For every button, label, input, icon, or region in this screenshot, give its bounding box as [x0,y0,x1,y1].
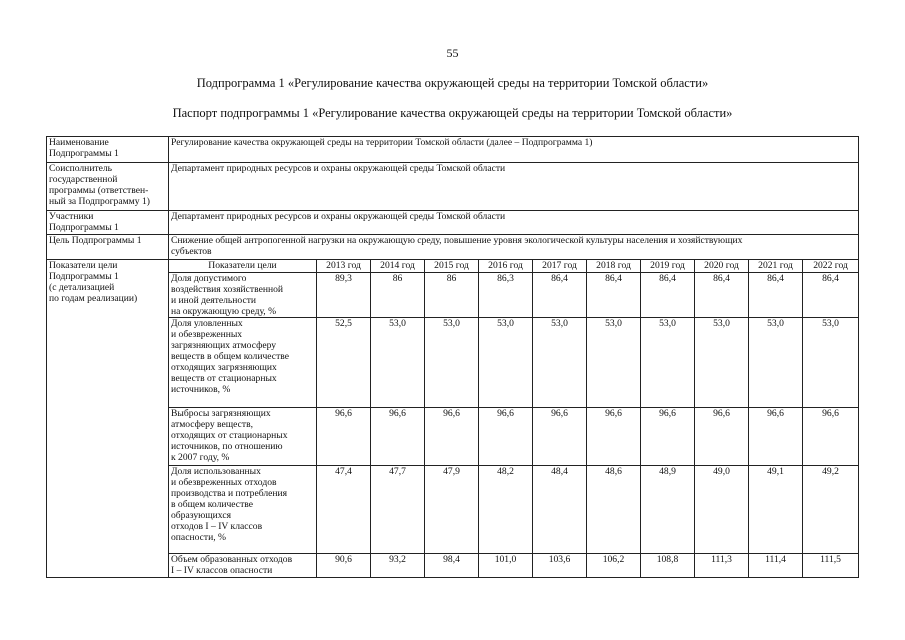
row-label: Наименование Подпрограммы 1 [47,137,169,163]
indicator-value: 48,6 [587,466,641,554]
indicator-value: 86,4 [803,273,859,318]
indicator-value: 47,9 [425,466,479,554]
indicator-value: 48,4 [533,466,587,554]
row-value: Департамент природных ресурсов и охраны окружающей среды Томской области [169,163,859,211]
indicator-value: 86,4 [587,273,641,318]
row-coexecutor [47,163,859,211]
indicator-value: 96,6 [425,408,479,466]
indicator-value: 49,2 [803,466,859,554]
indicator-row [47,318,859,408]
indicator-value: 96,6 [533,408,587,466]
indicator-value: 98,4 [425,554,479,578]
indicator-value: 96,6 [803,408,859,466]
indicators-header-label: Показатели цели [169,260,317,273]
indicator-name: Доля использованных и обезвреженных отходов производства и потребления в общем количестве образующихся отходов I – IV классов опасности, % [169,466,317,554]
year-header: 2019 год [641,260,695,273]
year-header: 2021 год [749,260,803,273]
year-header: 2022 год [803,260,859,273]
indicator-value: 96,6 [317,408,371,466]
indicator-value: 52,5 [317,318,371,408]
indicator-row [47,554,859,578]
row-name [47,137,859,163]
indicator-value: 96,6 [371,408,425,466]
row-value: Регулирование качества окружающей среды на территории Томской области (далее – Подпрограмма 1) [169,137,859,163]
row-label: Цель Подпрограммы 1 [47,235,169,260]
indicator-value: 53,0 [749,318,803,408]
row-participants [47,211,859,235]
indicator-value: 86,4 [695,273,749,318]
indicator-value: 53,0 [371,318,425,408]
passport-table [46,136,859,578]
indicator-row [47,273,859,318]
indicator-value: 48,9 [641,466,695,554]
row-label: Соисполнитель государственной программы (ответствен- ный за Подпрограмму 1) [47,163,169,211]
indicator-value: 53,0 [641,318,695,408]
indicator-value: 111,5 [803,554,859,578]
indicator-value: 53,0 [695,318,749,408]
indicator-value: 53,0 [425,318,479,408]
indicator-value: 47,4 [317,466,371,554]
indicator-row [47,466,859,554]
indicator-value: 86,3 [479,273,533,318]
subprogram-title: Подпрограмма 1 «Регулирование качества окружающей среды на территории Томской области» [196,76,709,90]
indicator-value: 48,2 [479,466,533,554]
indicator-value: 53,0 [803,318,859,408]
indicator-value: 108,8 [641,554,695,578]
year-header: 2017 год [533,260,587,273]
indicator-value: 111,4 [749,554,803,578]
indicator-value: 86 [425,273,479,318]
indicator-value: 47,7 [371,466,425,554]
page-number: 55 [446,46,459,60]
indicator-value: 96,6 [641,408,695,466]
indicator-name: Доля допустимого воздействия хозяйственной и иной деятельности на окружающую среду, % [169,273,317,318]
row-label: Участники Подпрограммы 1 [47,211,169,235]
indicator-value: 86,4 [641,273,695,318]
indicator-value: 49,1 [749,466,803,554]
year-header: 2018 год [587,260,641,273]
indicator-value: 96,6 [749,408,803,466]
indicator-name: Доля уловленных и обезвреженных загрязняющих атмосферу веществ в общем количестве отходящих загрязняющих веществ от стационарных источников, % [169,318,317,408]
row-value: Снижение общей антропогенной нагрузки на окружающую среду, повышение уровня экологической культуры населения и хозяйствующих субъектов [169,235,859,260]
indicator-value: 86,4 [749,273,803,318]
year-header: 2016 год [479,260,533,273]
indicator-name: Объем образованных отходов I – IV классов опасности [169,554,317,578]
indicator-name: Выбросы загрязняющих атмосферу веществ, отходящих от стационарных источников, по отношению к 2007 году, % [169,408,317,466]
row-goal [47,235,859,260]
indicator-value: 86,4 [533,273,587,318]
year-header: 2020 год [695,260,749,273]
year-header: 2013 год [317,260,371,273]
indicator-value: 53,0 [587,318,641,408]
indicator-value: 90,6 [317,554,371,578]
indicator-value: 111,3 [695,554,749,578]
indicator-value: 93,2 [371,554,425,578]
year-header: 2014 год [371,260,425,273]
indicator-value: 96,6 [587,408,641,466]
passport-title: Паспорт подпрограммы 1 «Регулирование качества окружающей среды на территории Томской области» [172,106,733,120]
indicator-value: 86 [371,273,425,318]
indicator-value: 53,0 [479,318,533,408]
indicator-value: 96,6 [695,408,749,466]
indicators-section-label: Показатели цели Подпрограммы 1 (с детализацией по годам реализации) [47,260,169,578]
indicator-value: 89,3 [317,273,371,318]
year-header: 2015 год [425,260,479,273]
indicator-value: 103,6 [533,554,587,578]
indicator-value: 96,6 [479,408,533,466]
indicator-value: 49,0 [695,466,749,554]
indicator-row [47,408,859,466]
indicator-value: 106,2 [587,554,641,578]
indicators-header-row [47,260,859,273]
row-value: Департамент природных ресурсов и охраны окружающей среды Томской области [169,211,859,235]
indicator-value: 53,0 [533,318,587,408]
indicator-value: 101,0 [479,554,533,578]
